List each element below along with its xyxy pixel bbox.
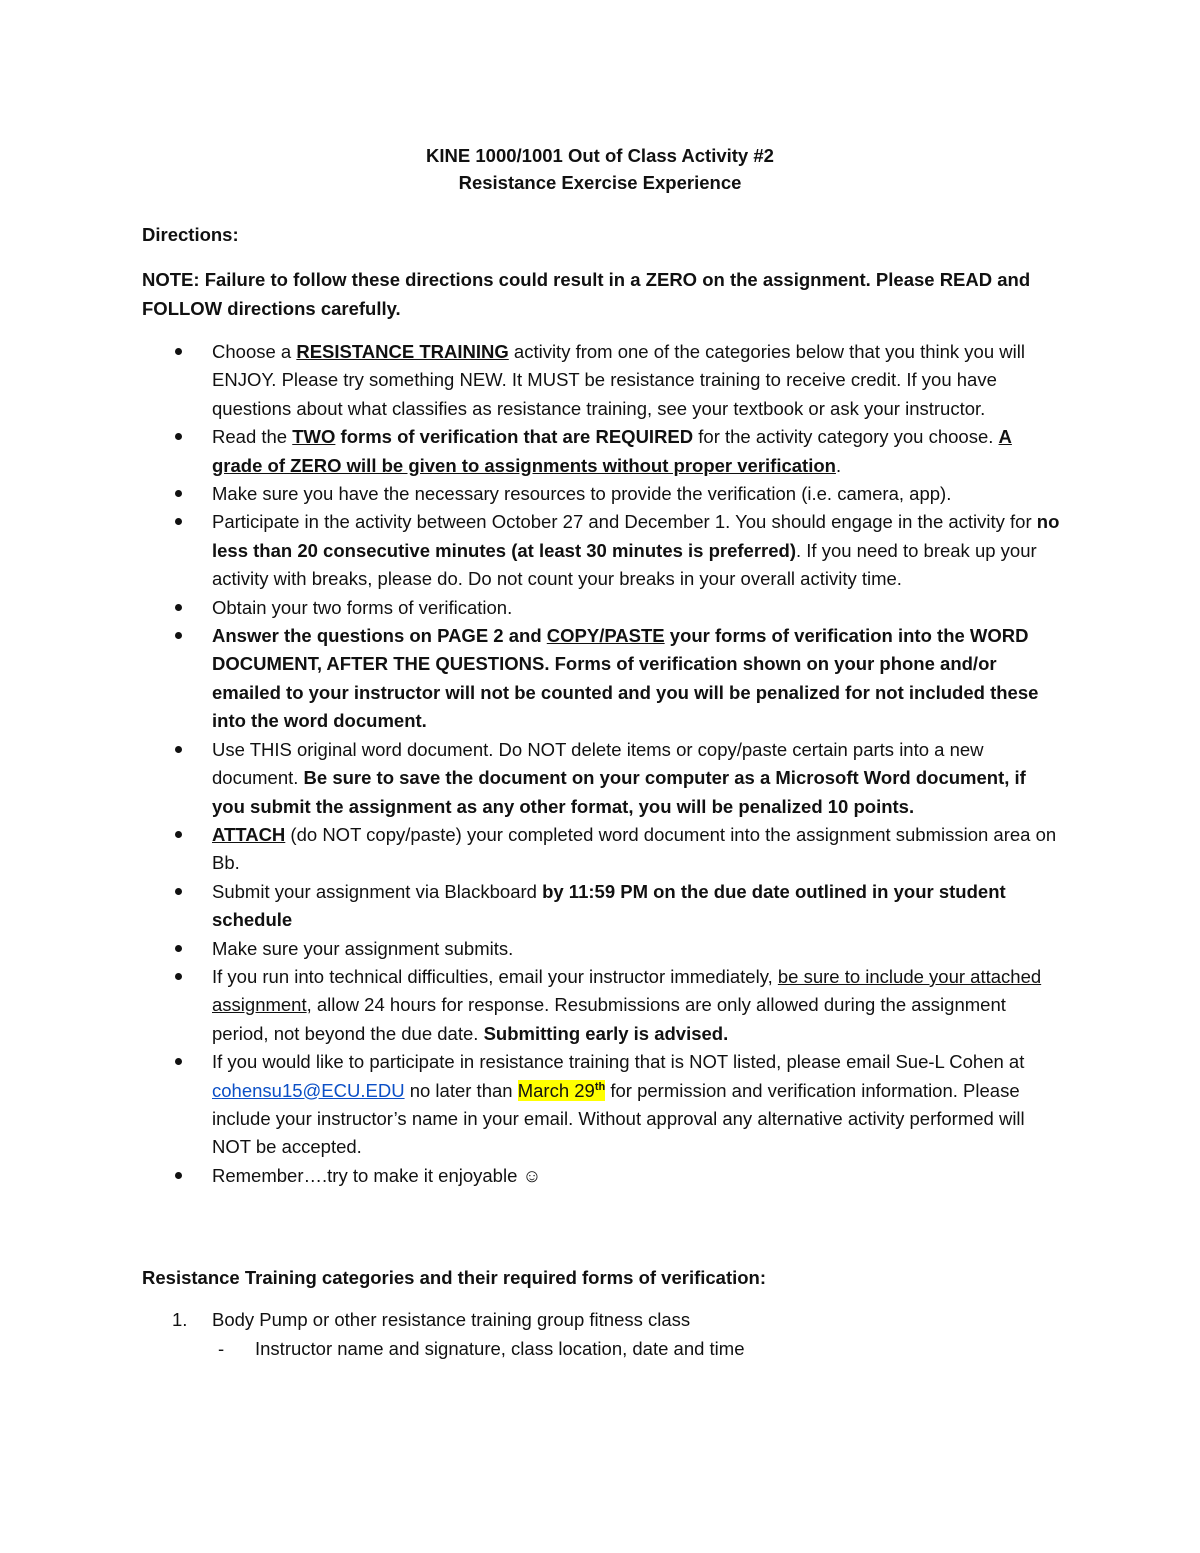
email-link[interactable]: cohensu15@ECU.EDU <box>212 1079 405 1101</box>
list-item: Read the TWO forms of verification that are REQUIRED for the activity category you choose. A grade of ZERO will be given to assignments without proper verification. <box>142 423 1062 480</box>
list-item: Remember….try to make it enjoyable ☺ <box>142 1162 1062 1190</box>
note-paragraph: NOTE: Failure to follow these directions could result in a ZERO on the assignment. Please READ and FOLLOW directions carefully. <box>142 269 1031 319</box>
bullet-icon <box>175 831 182 838</box>
bullet-icon <box>175 1058 182 1065</box>
verification-item <box>142 1334 1042 1364</box>
categories-heading: Resistance Training categories and their required forms of verification: <box>142 1267 767 1288</box>
document-header <box>0 142 1200 196</box>
bullet-icon <box>175 973 182 980</box>
list-item: Make sure you have the necessary resources to provide the verification (i.e. camera, app). <box>142 480 1062 508</box>
list-item: If you would like to participate in resistance training that is NOT listed, please email Sue-L Cohen at cohensu15@ECU.EDU no later than March 29th for permission and verification information. Please include your instructor’s name in your email. Without approval any alternative activity performed will NOT be accepted. <box>142 1048 1062 1162</box>
bullet-icon <box>175 945 182 952</box>
bullet-icon <box>175 348 182 355</box>
list-item: Answer the questions on PAGE 2 and COPY/PASTE your forms of verification into the WORD DOCUMENT, AFTER THE QUESTIONS. Forms of verification shown on your phone and/or emailed to your instructor will not be counted and you will be penalized for not included these into the word document. <box>142 622 1062 736</box>
list-item: Submit your assignment via Blackboard by 11:59 PM on the due date outlined in your student schedule <box>142 878 1062 935</box>
bullet-icon <box>175 632 182 639</box>
document-subtitle: Resistance Exercise Experience <box>458 172 742 193</box>
directions-heading: Directions: <box>142 224 239 245</box>
list-item: Obtain your two forms of verification. <box>142 594 1062 622</box>
verification-text: Instructor name and signature, class location, date and time <box>255 1338 745 1359</box>
directions-list <box>142 338 1062 1190</box>
highlighted-date: March 29th <box>517 1079 606 1101</box>
list-item: Use THIS original word document. Do NOT delete items or copy/paste certain parts into a new document. Be sure to save the document on your computer as a Microsoft Word document, if you submit the assignment as any other format, you will be penalized 10 points. <box>142 736 1062 821</box>
bullet-icon <box>175 1172 182 1179</box>
list-item: If you run into technical difficulties, email your instructor immediately, be sure to include your attached assignment, allow 24 hours for response. Resubmissions are only allowed during the assignment period, not beyond the due date. Submitting early is advised. <box>142 963 1062 1048</box>
bullet-icon <box>175 433 182 440</box>
categories-list <box>142 1306 1042 1364</box>
bullet-icon <box>175 888 182 895</box>
bullet-icon <box>175 604 182 611</box>
document-title: KINE 1000/1001 Out of Class Activity #2 <box>426 145 774 166</box>
list-item: Participate in the activity between October 27 and December 1. You should engage in the activity for no less than 20 consecutive minutes (at least 30 minutes is preferred). If you need to break up your activity with breaks, please do. Do not count your breaks in your overall activity time. <box>142 508 1062 593</box>
bullet-icon <box>175 518 182 525</box>
category-label: Body Pump or other resistance training group fitness class <box>212 1309 691 1330</box>
list-item: Choose a RESISTANCE TRAINING activity from one of the categories below that you think you will ENJOY. Please try something NEW. It MUST be resistance training to receive credit. If you have questions about what classifies as resistance training, see your textbook or ask your instructor. <box>142 338 1062 423</box>
category-number: 1. <box>172 1309 188 1330</box>
list-item: Make sure your assignment submits. <box>142 935 1062 963</box>
category-item <box>142 1306 1042 1334</box>
dash-marker: - <box>218 1338 225 1359</box>
bullet-icon <box>175 490 182 497</box>
list-item: ATTACH (do NOT copy/paste) your completed word document into the assignment submission area on Bb. <box>142 821 1062 878</box>
bullet-icon <box>175 746 182 753</box>
